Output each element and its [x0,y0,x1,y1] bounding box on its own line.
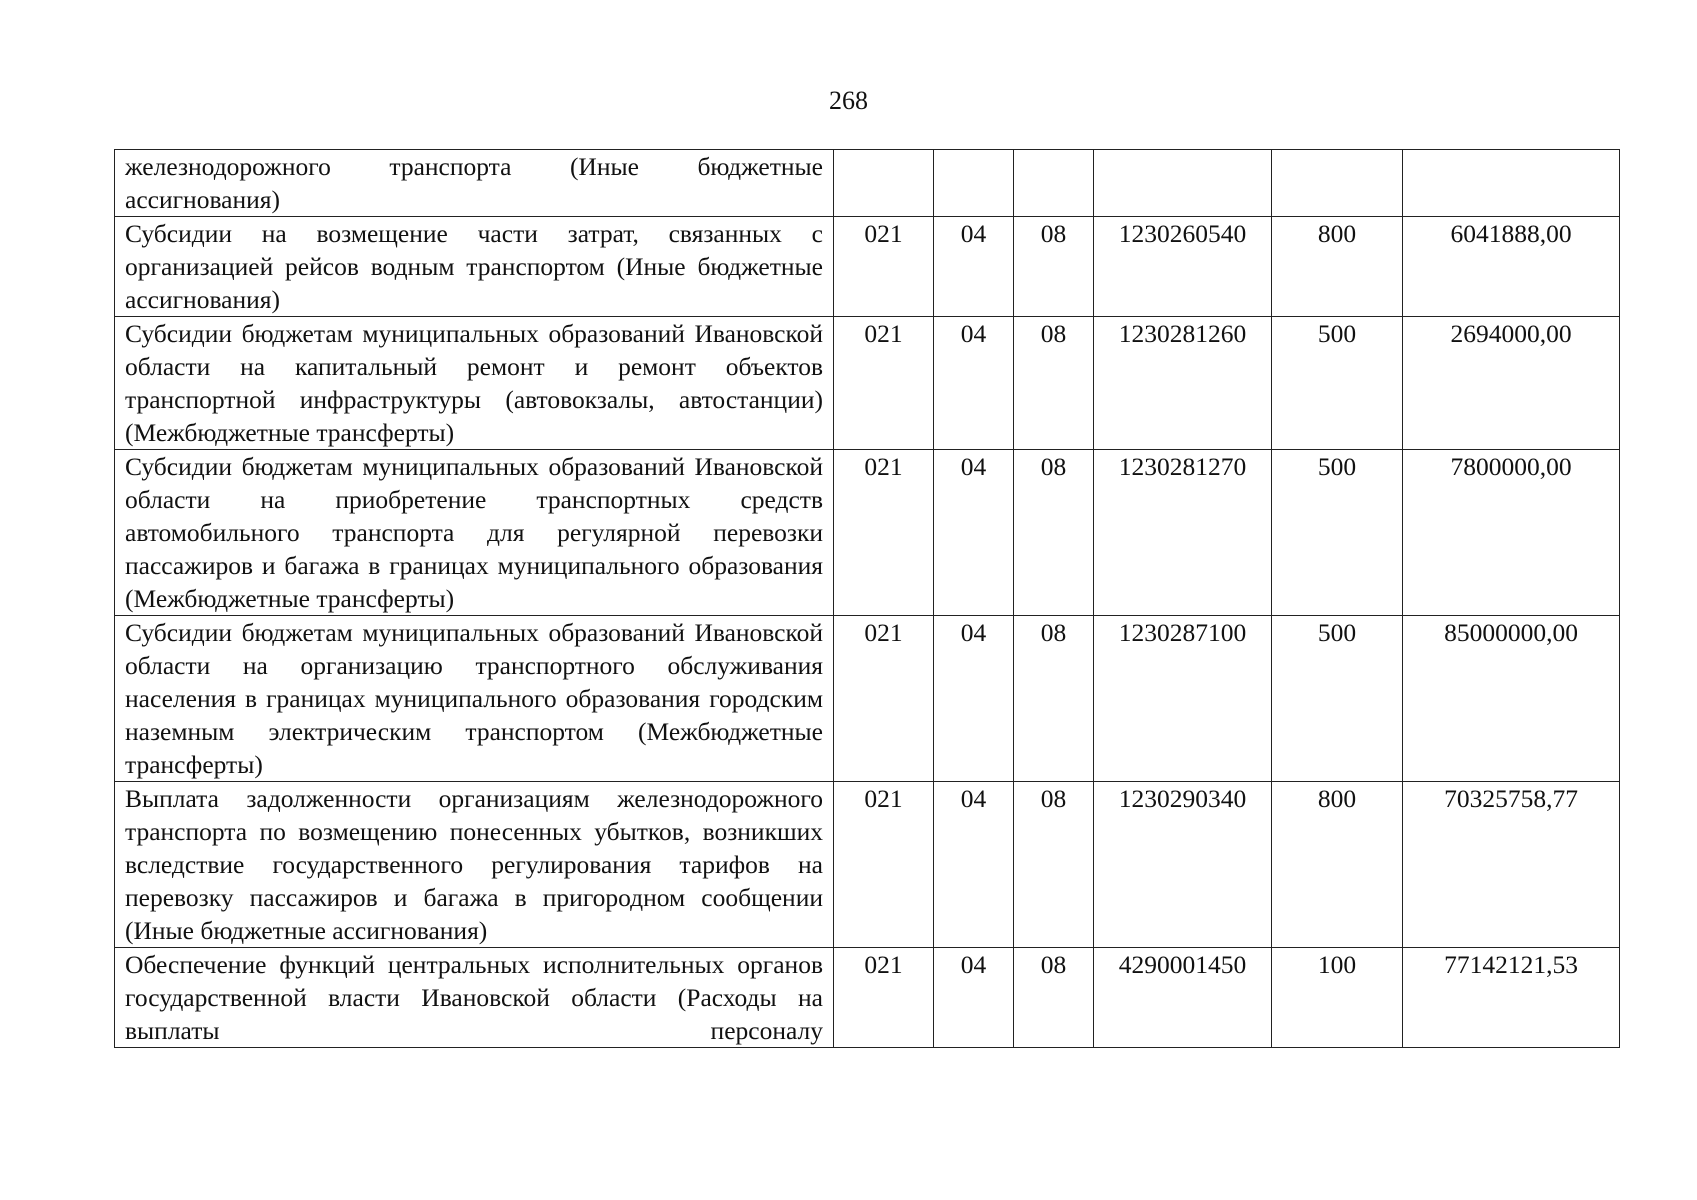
expense-type-code: 800 [1272,782,1403,948]
table-row [115,150,1620,217]
section-code: 04 [934,782,1014,948]
row-description: Выплата задолженности организациям железнодорожного транспорта по возмещению понесенных убытков, возникших вследствие государственного регулирования тарифов на перевозку пассажиров и багажа в пригородном сообщении (Иные бюджетные ассигнования) [115,782,834,948]
budget-table [114,149,1620,1048]
subsection-code [1014,150,1094,217]
target-article-code: 1230281260 [1094,317,1272,450]
expense-type-code: 100 [1272,948,1403,1048]
expense-type-code: 500 [1272,616,1403,782]
table-row [115,317,1620,450]
ministry-code: 021 [834,317,934,450]
row-description: Субсидии бюджетам муниципальных образований Ивановской области на организацию транспортного обслуживания населения в границах муниципального образования городским наземным электрическим транспортом (Межбюджетные трансферты) [115,616,834,782]
expense-type-code: 500 [1272,317,1403,450]
table-row [115,948,1620,1048]
section-code: 04 [934,948,1014,1048]
amount: 77142121,53 [1403,948,1620,1048]
amount: 7800000,00 [1403,450,1620,616]
amount: 2694000,00 [1403,317,1620,450]
expense-type-code: 500 [1272,450,1403,616]
expense-type-code: 800 [1272,217,1403,317]
target-article-code: 1230260540 [1094,217,1272,317]
section-code: 04 [934,317,1014,450]
table-row [115,616,1620,782]
target-article-code: 4290001450 [1094,948,1272,1048]
subsection-code: 08 [1014,317,1094,450]
amount: 85000000,00 [1403,616,1620,782]
target-article-code: 1230281270 [1094,450,1272,616]
subsection-code: 08 [1014,782,1094,948]
table-row [115,450,1620,616]
row-description: Обеспечение функций центральных исполнительных органов государственной власти Ивановской области (Расходы на выплаты персоналу [115,948,834,1048]
target-article-code: 1230290340 [1094,782,1272,948]
row-description: Субсидии бюджетам муниципальных образований Ивановской области на капитальный ремонт и ремонт объектов транспортной инфраструктуры (автовокзалы, автостанции) (Межбюджетные трансферты) [115,317,834,450]
target-article-code: 1230287100 [1094,616,1272,782]
row-description: Субсидии бюджетам муниципальных образований Ивановской области на приобретение транспортных средств автомобильного транспорта для регулярной перевозки пассажиров и багажа в границах муниципального образования (Межбюджетные трансферты) [115,450,834,616]
row-description: Субсидии на возмещение части затрат, связанных с организацией рейсов водным транспортом (Иные бюджетные ассигнования) [115,217,834,317]
ministry-code: 021 [834,782,934,948]
amount: 70325758,77 [1403,782,1620,948]
section-code: 04 [934,450,1014,616]
subsection-code: 08 [1014,616,1094,782]
section-code [934,150,1014,217]
section-code: 04 [934,616,1014,782]
subsection-code: 08 [1014,450,1094,616]
ministry-code: 021 [834,217,934,317]
subsection-code: 08 [1014,948,1094,1048]
subsection-code: 08 [1014,217,1094,317]
amount [1403,150,1620,217]
amount: 6041888,00 [1403,217,1620,317]
table-row [115,217,1620,317]
page-number: 268 [829,86,868,115]
ministry-code: 021 [834,948,934,1048]
expense-type-code [1272,150,1403,217]
ministry-code [834,150,934,217]
ministry-code: 021 [834,616,934,782]
section-code: 04 [934,217,1014,317]
row-description: железнодорожного транспорта (Иные бюджетные ассигнования) [115,150,834,217]
target-article-code [1094,150,1272,217]
ministry-code: 021 [834,450,934,616]
table-row [115,782,1620,948]
